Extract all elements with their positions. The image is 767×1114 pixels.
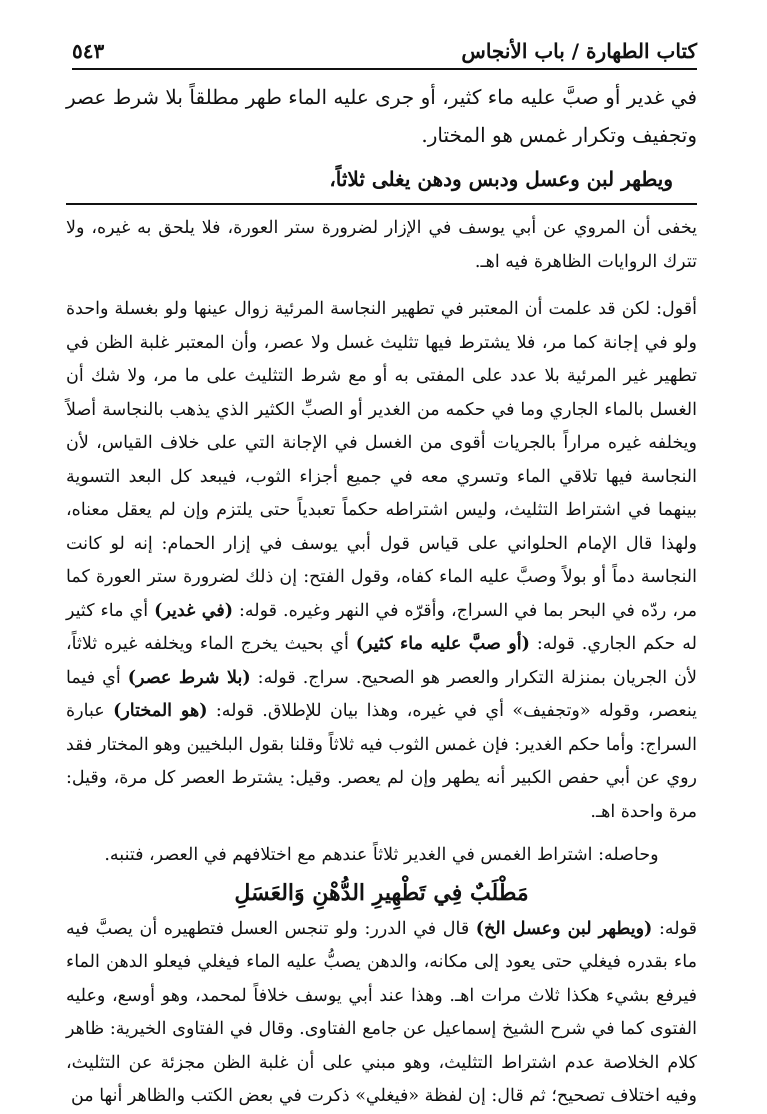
commentary-text bbox=[66, 212, 697, 1114]
quoted-term: (في غدير) bbox=[154, 600, 233, 621]
commentary-paragraph-4 bbox=[66, 913, 697, 1114]
page-header bbox=[72, 34, 697, 70]
running-title: كتاب الطهارة / باب الأنجاس bbox=[461, 39, 697, 63]
quoted-term: (ويطهر لبن وعسل الخ) bbox=[475, 918, 653, 939]
quoted-term: (بلا شرط عصر) bbox=[127, 667, 251, 688]
text-run: أقول: لكن قد علمت أن المعتبر في تطهير النجاسة المرئية زوال عينها ولو بغسلة واحدة ولو في إجانة كما مر، فلا يشترط فيها تثليث غسل ولا عصر، وأن المعتبر غلبة الظن في تطهير غير المرئية بلا عدد على المفتى به أو مع شرط التثليث على ما مر، ولا شك أن الغسل بالماء الجاري وما في حكمه من الغدير أو الصبِّ الكثير الذي يذهب بالنجاسة أصلاً ويخلفه غيره مراراً بالجريات أقوى من الغسل في الإجانة التي على خلاف القياس، لأن النجاسة فيها تلاقي الماء وتسري معه في جميع أجزاء الثوب، فيبعد كل البعد التسوية بينهما في اشتراط التثليث، وليس اشتراطه حكماً تعبدياً حتى يلتزم وإن لم يعقل معناه، ولهذا قال الإمام الحلواني على قياس قول أبي يوسف في إزار الحمام: إنه لو كانت النجاسة دماً أو بولاً وصبَّ عليه الماء كفاه، وقول الفتح: إن ذلك لضرورة ستر العورة كما مر، ردّه في البحر بما في السراج، وأقرّه في النهر وغيره. قوله: bbox=[66, 299, 698, 621]
commentary-paragraph-1: يخفى أن المروي عن أبي يوسف في الإزار لضرورة ستر العورة، فلا يلحق به غيره، ولا تترك الروايات الظاهرة فيه اهـ. bbox=[66, 218, 697, 272]
quoted-term: (هو المختار) bbox=[113, 701, 208, 721]
text-run: قال في الدرر: ولو تنجس العسل فتطهيره أن يصبَّ فيه ماء بقدره فيغلي حتى يعود إلى مكانه، والدهن يصبُّ عليه الماء فيغلي فيعلو الدهن الماء فيرفع بشيء هكذا ثلاث مرات اهـ. وهذا عند أبي يوسف خلافاً لمحمد، وهو أوسع، وعليه الفتوى كما في شرح الشيخ إسماعيل عن جامع الفتاوى. وقال في الفتاوى الخيرية: ظاهر كلام الخلاصة عدم اشتراط التثليث، وهو مبني على أن غلبة الظن مجزئة عن التثليث، وفيه اختلاف تصحيح؛ ثم قال: إن لفظة «فيغلي» ذكرت في بعض الكتب والظاهر أنها من bbox=[66, 918, 697, 1106]
commentary-paragraph-2 bbox=[66, 293, 697, 829]
text-run: أي فيما ينعصر، وقوله «وتجفيف» أي في غيره، وهذا بيان للإطلاق. قوله: bbox=[66, 667, 697, 721]
text-run: قوله: bbox=[658, 918, 697, 939]
matn-line-1: في غدير أو صبَّ عليه ماء كثير، أو جرى عليه الماء طهر مطلقاً بلا شرط عصر وتجفيف وتكرار غمس هو المختار. bbox=[66, 85, 697, 147]
quoted-term: (أو صبَّ عليه ماء كثير) bbox=[355, 634, 530, 654]
text-run: عبارة السراج: وأما حكم الغدير: فإن غمس الثوب فيه ثلاثاً وقلنا بقول البلخيين وهو المختار فقد روي عن أبي حفص الكبير أنه يطهر وإن لم يعصر. وقيل: يشترط العصر كل مرة، وقيل: مرة واحدة اهـ. bbox=[66, 701, 697, 822]
commentary-paragraph-3: وحاصله: اشتراط الغمس في الغدير ثلاثاً عندهم مع اختلافهم في العصر، فتنبه. bbox=[104, 845, 659, 865]
matn-line-2: ويطهر لبن وعسل ودبس ودهن يغلى ثلاثاً، bbox=[329, 167, 673, 191]
text-run: أي ماء كثير له حكم الجاري. قوله: bbox=[66, 600, 697, 654]
section-subheading: مَطْلَبٌ فِي تَطْهِيرِ الدُّهْنِ وَالعَسَلِ bbox=[234, 879, 529, 906]
matn-text bbox=[66, 78, 697, 198]
text-run: أي بحيث يخرج الماء ويخلفه غيره ثلاثاً، لأن الجريان بمنزلة التكرار والعصر هو الصحيح. سراج. قوله: bbox=[66, 634, 697, 688]
separator-rule bbox=[66, 203, 697, 205]
page-number: ٥٤٣ bbox=[72, 39, 105, 63]
